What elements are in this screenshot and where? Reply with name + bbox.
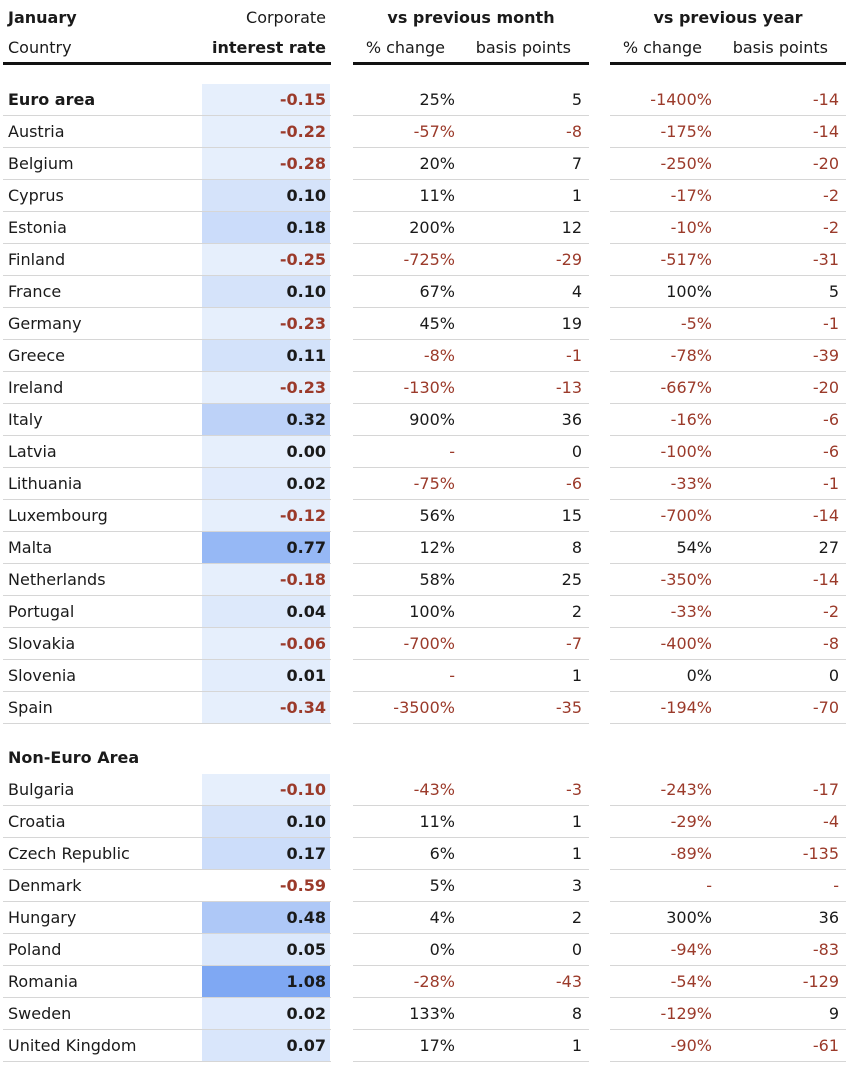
- year-pct-cell: -243%: [660, 780, 712, 799]
- year-pct-cell: -100%: [660, 442, 712, 461]
- month-pct-cell: 12%: [419, 538, 455, 557]
- year-pct-cell: -1400%: [650, 90, 712, 109]
- month-bp-cell: 36: [561, 410, 582, 429]
- year-pct-cell: -54%: [670, 972, 712, 991]
- rate-cell: -0.23: [279, 378, 326, 397]
- year-bp-cell: -14: [812, 506, 839, 525]
- month-bp-cell: 15: [561, 506, 582, 525]
- month-bp-cell: 25: [561, 570, 582, 589]
- country-cell: Cyprus: [8, 186, 64, 205]
- year-bp-cell: -20: [812, 154, 839, 173]
- country-cell: Greece: [8, 346, 65, 365]
- rate-cell: 0.32: [286, 410, 326, 429]
- year-bp-cell: -14: [812, 90, 839, 109]
- month-bp-cell: -3: [566, 780, 582, 799]
- rate-cell: -0.15: [279, 90, 326, 109]
- year-pct-cell: -33%: [670, 474, 712, 493]
- country-cell: Slovakia: [8, 634, 76, 653]
- year-pct-cell: -517%: [660, 250, 712, 269]
- year-bp-cell: -70: [812, 698, 839, 717]
- rate-header-bottom: interest rate: [211, 38, 326, 57]
- row-divider: [353, 723, 589, 724]
- country-cell: Malta: [8, 538, 53, 557]
- year-pct-cell: 300%: [666, 908, 712, 927]
- year-bp-cell: -129: [802, 972, 839, 991]
- month-bp-cell: 8: [571, 538, 582, 557]
- country-cell: Czech Republic: [8, 844, 130, 863]
- country-header: Country: [8, 38, 72, 57]
- year-pct-cell: -33%: [670, 602, 712, 621]
- section-title: Euro area: [8, 90, 96, 109]
- country-cell: Ireland: [8, 378, 64, 397]
- month-pct-cell: 133%: [409, 1004, 455, 1023]
- year-pct-cell: -94%: [670, 940, 712, 959]
- country-cell: Hungary: [8, 908, 77, 927]
- year-bp-cell: -14: [812, 122, 839, 141]
- month-bp-cell: 1: [571, 812, 582, 831]
- month-pct-cell: -8%: [423, 346, 455, 365]
- year-pct-cell: -400%: [660, 634, 712, 653]
- month-bp-cell: 8: [571, 1004, 582, 1023]
- month-pct-cell: -725%: [403, 250, 455, 269]
- month-bp-cell: 5: [571, 90, 582, 109]
- month-bp-cell: -1: [566, 346, 582, 365]
- year-pct-cell: 100%: [666, 282, 712, 301]
- month-pct-cell: 58%: [419, 570, 455, 589]
- country-cell: Estonia: [8, 218, 67, 237]
- month-bp-cell: 1: [571, 844, 582, 863]
- country-cell: Denmark: [8, 876, 82, 895]
- month-bp-cell: -7: [566, 634, 582, 653]
- month-pct-cell: -28%: [413, 972, 455, 991]
- month-bp-cell: 0: [571, 442, 582, 461]
- year-bp-cell: -2: [823, 602, 839, 621]
- year-bp-cell: 36: [818, 908, 839, 927]
- section-title: Non-Euro Area: [8, 748, 140, 767]
- month-pct-cell: 11%: [419, 812, 455, 831]
- country-cell: Slovenia: [8, 666, 77, 685]
- rate-cell: -0.22: [279, 122, 326, 141]
- rate-cell: 0.48: [286, 908, 326, 927]
- year-bp-cell: -2: [823, 186, 839, 205]
- country-cell: Poland: [8, 940, 62, 959]
- rate-cell: 0.01: [286, 666, 326, 685]
- rate-cell: -0.25: [279, 250, 326, 269]
- month-pct-cell: 200%: [409, 218, 455, 237]
- country-cell: Bulgaria: [8, 780, 75, 799]
- month-pct-cell: 25%: [419, 90, 455, 109]
- rate-cell: 0.17: [286, 844, 326, 863]
- year-bp-cell: -4: [823, 812, 839, 831]
- month-pct-cell: 100%: [409, 602, 455, 621]
- month-bp-cell: -43: [555, 972, 582, 991]
- rate-cell: 0.02: [286, 1004, 326, 1023]
- year-bp-cell: -1: [823, 474, 839, 493]
- rate-cell: -0.10: [279, 780, 326, 799]
- month-pct-cell: -57%: [413, 122, 455, 141]
- row-divider: [610, 723, 846, 724]
- country-cell: Luxembourg: [8, 506, 108, 525]
- year-bp-cell: 27: [818, 538, 839, 557]
- month-pct-cell: -43%: [413, 780, 455, 799]
- month-pct-cell: -3500%: [393, 698, 455, 717]
- rate-cell: -0.12: [279, 506, 326, 525]
- year-bp-cell: -20: [812, 378, 839, 397]
- year-pct-cell: 0%: [686, 666, 712, 685]
- month-pct-cell: 4%: [429, 908, 455, 927]
- month-bp-cell: -29: [555, 250, 582, 269]
- country-cell: Belgium: [8, 154, 74, 173]
- row-divider: [3, 723, 331, 724]
- rate-cell: 0.77: [286, 538, 326, 557]
- rate-cell: 0.10: [286, 186, 326, 205]
- rate-header-top: Corporate: [246, 8, 326, 27]
- month-pct-cell: 67%: [419, 282, 455, 301]
- country-cell: Portugal: [8, 602, 75, 621]
- rate-cell: 0.04: [286, 602, 326, 621]
- month-pct-cell: 56%: [419, 506, 455, 525]
- year-bp-cell: -17: [812, 780, 839, 799]
- month-bp-cell: 1: [571, 666, 582, 685]
- rate-cell: -0.23: [279, 314, 326, 333]
- year-pct-cell: -16%: [670, 410, 712, 429]
- rate-cell: 0.18: [286, 218, 326, 237]
- year-pct-cell: -129%: [660, 1004, 712, 1023]
- year-bp-cell: -135: [802, 844, 839, 863]
- month-pct-cell: 11%: [419, 186, 455, 205]
- country-cell: Germany: [8, 314, 82, 333]
- year-pct-cell: -175%: [660, 122, 712, 141]
- year-pct-cell: 54%: [676, 538, 712, 557]
- rate-cell: -0.06: [279, 634, 326, 653]
- month-pct-cell: -700%: [403, 634, 455, 653]
- month-pct-header: % change: [365, 38, 445, 57]
- month-pct-cell: 45%: [419, 314, 455, 333]
- month-bp-cell: -35: [555, 698, 582, 717]
- row-divider: [3, 1061, 331, 1062]
- year-bp-header: basis points: [732, 38, 828, 57]
- country-cell: Austria: [8, 122, 65, 141]
- month-pct-cell: -: [449, 442, 455, 461]
- month-pct-cell: 5%: [429, 876, 455, 895]
- country-cell: Croatia: [8, 812, 66, 831]
- country-cell: Spain: [8, 698, 53, 717]
- year-pct-cell: -194%: [660, 698, 712, 717]
- row-divider: [353, 1061, 589, 1062]
- rate-cell: -0.28: [279, 154, 326, 173]
- year-pct-header: % change: [622, 38, 702, 57]
- month-header: January: [8, 8, 77, 27]
- rate-cell: 0.00: [286, 442, 326, 461]
- month-pct-cell: 20%: [419, 154, 455, 173]
- country-cell: Romania: [8, 972, 78, 991]
- month-bp-cell: 2: [571, 908, 582, 927]
- country-cell: France: [8, 282, 62, 301]
- year-pct-cell: -: [706, 876, 712, 895]
- year-bp-cell: -83: [812, 940, 839, 959]
- rate-cell: 0.05: [286, 940, 326, 959]
- rate-cell: 1.08: [286, 972, 326, 991]
- rate-cell: -0.34: [279, 698, 326, 717]
- month-bp-cell: 12: [561, 218, 582, 237]
- month-pct-cell: -: [449, 666, 455, 685]
- country-cell: Sweden: [8, 1004, 72, 1023]
- country-cell: Netherlands: [8, 570, 106, 589]
- year-bp-cell: -2: [823, 218, 839, 237]
- rate-cell: 0.10: [286, 812, 326, 831]
- rate-cell: 0.10: [286, 282, 326, 301]
- month-bp-cell: -8: [566, 122, 582, 141]
- year-bp-cell: 5: [828, 282, 839, 301]
- month-pct-cell: 900%: [409, 410, 455, 429]
- year-bp-cell: -14: [812, 570, 839, 589]
- month-bp-cell: 4: [571, 282, 582, 301]
- rate-cell: -0.18: [279, 570, 326, 589]
- year-bp-cell: -: [833, 876, 839, 895]
- year-pct-cell: -667%: [660, 378, 712, 397]
- year-bp-cell: 9: [828, 1004, 839, 1023]
- year-bp-cell: -39: [812, 346, 839, 365]
- rate-cell: 0.07: [286, 1036, 326, 1055]
- rate-cell: 0.11: [286, 346, 326, 365]
- year-pct-cell: -29%: [670, 812, 712, 831]
- month-bp-cell: 1: [571, 1036, 582, 1055]
- year-pct-cell: -78%: [670, 346, 712, 365]
- group-header-month: vs previous month: [387, 8, 555, 27]
- month-pct-cell: -130%: [403, 378, 455, 397]
- country-cell: Italy: [8, 410, 43, 429]
- month-bp-cell: 1: [571, 186, 582, 205]
- year-bp-cell: -8: [823, 634, 839, 653]
- group-header-year: vs previous year: [653, 8, 803, 27]
- year-pct-cell: -5%: [680, 314, 712, 333]
- year-bp-cell: -1: [823, 314, 839, 333]
- year-pct-cell: -17%: [670, 186, 712, 205]
- year-pct-cell: -89%: [670, 844, 712, 863]
- month-pct-cell: -75%: [413, 474, 455, 493]
- month-bp-cell: 2: [571, 602, 582, 621]
- year-bp-cell: 0: [828, 666, 839, 685]
- month-bp-cell: 3: [571, 876, 582, 895]
- year-pct-cell: -90%: [670, 1036, 712, 1055]
- header-rule-left: [3, 62, 331, 65]
- month-bp-cell: 19: [561, 314, 582, 333]
- rate-cell: 0.02: [286, 474, 326, 493]
- year-pct-cell: -350%: [660, 570, 712, 589]
- year-pct-cell: -700%: [660, 506, 712, 525]
- month-bp-cell: 0: [571, 940, 582, 959]
- year-bp-cell: -61: [812, 1036, 839, 1055]
- month-bp-cell: 7: [571, 154, 582, 173]
- year-bp-cell: -31: [812, 250, 839, 269]
- header-rule-year: [610, 62, 846, 65]
- header-rule-month: [353, 62, 589, 65]
- year-bp-cell: -6: [823, 410, 839, 429]
- country-cell: Lithuania: [8, 474, 83, 493]
- country-cell: United Kingdom: [8, 1036, 137, 1055]
- row-divider: [610, 1061, 846, 1062]
- month-pct-cell: 0%: [429, 940, 455, 959]
- country-cell: Latvia: [8, 442, 57, 461]
- month-pct-cell: 17%: [419, 1036, 455, 1055]
- month-pct-cell: 6%: [429, 844, 455, 863]
- country-cell: Finland: [8, 250, 66, 269]
- year-pct-cell: -10%: [670, 218, 712, 237]
- month-bp-cell: -6: [566, 474, 582, 493]
- rate-cell: -0.59: [279, 876, 326, 895]
- month-bp-header: basis points: [475, 38, 571, 57]
- year-bp-cell: -6: [823, 442, 839, 461]
- year-pct-cell: -250%: [660, 154, 712, 173]
- month-bp-cell: -13: [555, 378, 582, 397]
